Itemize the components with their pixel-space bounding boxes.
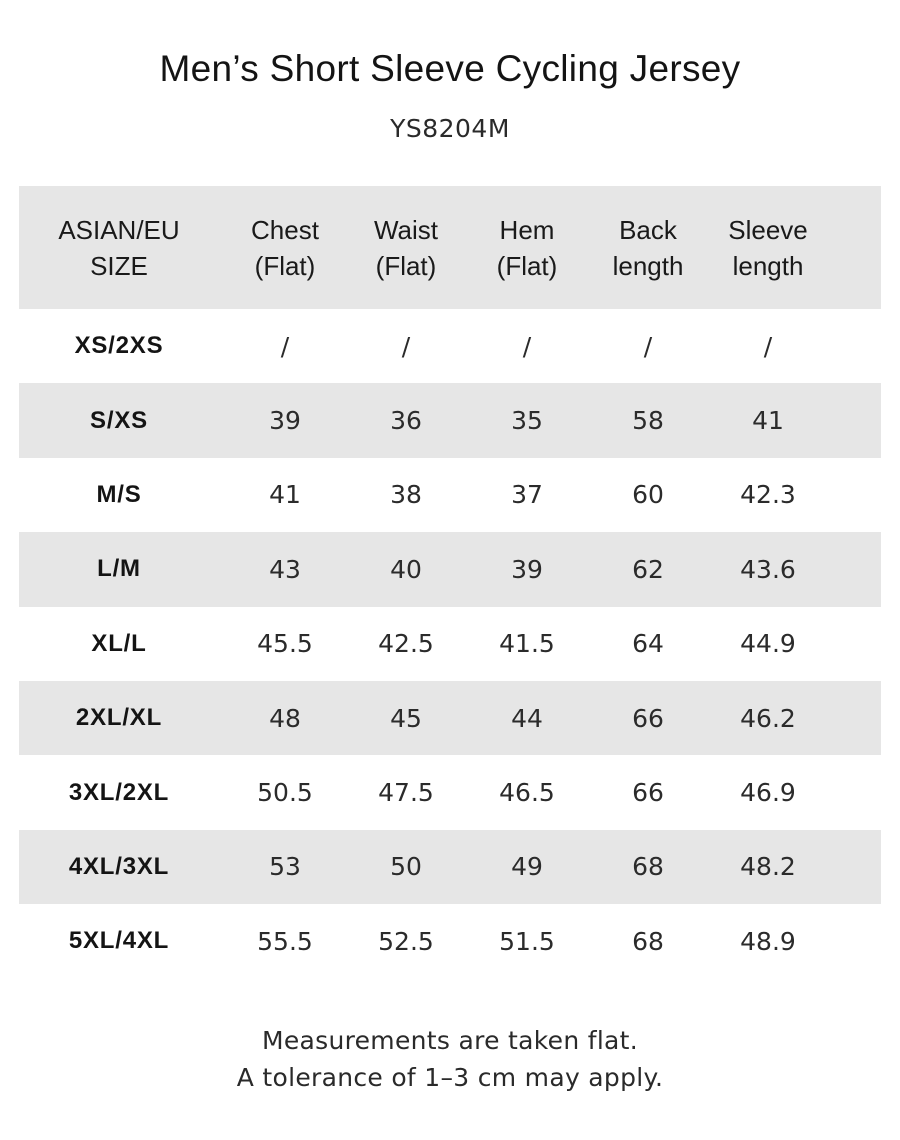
hem-cell: 46.5 (499, 778, 555, 808)
sleeve-length-cell: 44.9 (740, 629, 796, 659)
sleeve-length-cell: 43.6 (740, 554, 796, 584)
header-waist: Waist (Flat) (373, 214, 439, 281)
size-cell: 5XL/4XL (68, 927, 170, 955)
size-cell: XS/2XS (74, 332, 164, 360)
waist-cell: 40 (390, 554, 422, 584)
tolerance-note: A tolerance of 1–3 cm may apply. (236, 1063, 664, 1092)
sleeve-length-cell: 46.9 (740, 778, 796, 808)
sleeve-length-cell: 48.9 (740, 926, 796, 956)
waist-cell: 47.5 (378, 778, 434, 808)
back-length-cell: 64 (632, 629, 664, 659)
hem-cell: 37 (511, 480, 543, 510)
back-length-cell: 58 (632, 406, 664, 436)
hem-cell: 49 (511, 852, 543, 882)
size-cell: 4XL/3XL (68, 852, 170, 880)
hem-cell: 41.5 (499, 629, 555, 659)
hem-cell: 39 (511, 554, 543, 584)
hem-cell: 35 (511, 406, 543, 436)
table-row (19, 309, 881, 383)
chest-cell: 48 (269, 703, 301, 733)
header-hem: Hem (Flat) (496, 214, 558, 281)
size-cell: XL/L (91, 629, 147, 657)
size-cell: M/S (96, 480, 142, 508)
waist-cell: 36 (390, 406, 422, 436)
size-cell: 2XL/XL (75, 704, 163, 732)
measurement-note: Measurements are taken flat. (261, 1026, 639, 1055)
back-length-cell: / (643, 331, 653, 361)
chest-cell: 55.5 (257, 926, 313, 956)
waist-cell: 45 (390, 703, 422, 733)
chest-cell: 53 (269, 852, 301, 882)
sleeve-length-cell: / (763, 331, 773, 361)
chest-cell: 43 (269, 554, 301, 584)
table-header-row (19, 186, 881, 309)
chest-cell: 41 (269, 480, 301, 510)
hem-cell: 51.5 (499, 926, 555, 956)
sleeve-length-cell: 41 (752, 406, 784, 436)
waist-cell: 42.5 (378, 629, 434, 659)
waist-cell: / (401, 331, 411, 361)
table-row (19, 681, 881, 755)
chest-cell: / (280, 331, 290, 361)
table-row (19, 755, 881, 829)
table-row (19, 904, 881, 978)
waist-cell: 38 (390, 480, 422, 510)
header-chest: Chest (Flat) (251, 214, 319, 281)
back-length-cell: 68 (632, 852, 664, 882)
table-row (19, 607, 881, 681)
size-chart-table (19, 186, 881, 979)
chest-cell: 45.5 (257, 629, 313, 659)
hem-cell: / (522, 331, 532, 361)
hem-cell: 44 (511, 703, 543, 733)
back-length-cell: 66 (632, 778, 664, 808)
table-row (19, 458, 881, 532)
waist-cell: 50 (390, 852, 422, 882)
size-cell: L/M (97, 555, 141, 583)
size-cell: 3XL/2XL (68, 778, 170, 806)
sleeve-length-cell: 48.2 (740, 852, 796, 882)
waist-cell: 52.5 (378, 926, 434, 956)
header-sleeve-length: Sleeve length (728, 214, 808, 281)
back-length-cell: 62 (632, 554, 664, 584)
back-length-cell: 68 (632, 926, 664, 956)
chest-cell: 50.5 (257, 778, 313, 808)
header-size: ASIAN/EU SIZE (58, 214, 180, 281)
back-length-cell: 60 (632, 480, 664, 510)
back-length-cell: 66 (632, 703, 664, 733)
product-code: YS8204M (390, 114, 510, 143)
table-row (19, 532, 881, 606)
size-cell: S/XS (90, 406, 148, 434)
sleeve-length-cell: 42.3 (740, 480, 796, 510)
page-title: Men’s Short Sleeve Cycling Jersey (159, 48, 741, 89)
table-row (19, 830, 881, 904)
table-row (19, 383, 881, 457)
chest-cell: 39 (269, 406, 301, 436)
header-back-length: Back length (612, 214, 684, 281)
sleeve-length-cell: 46.2 (740, 703, 796, 733)
